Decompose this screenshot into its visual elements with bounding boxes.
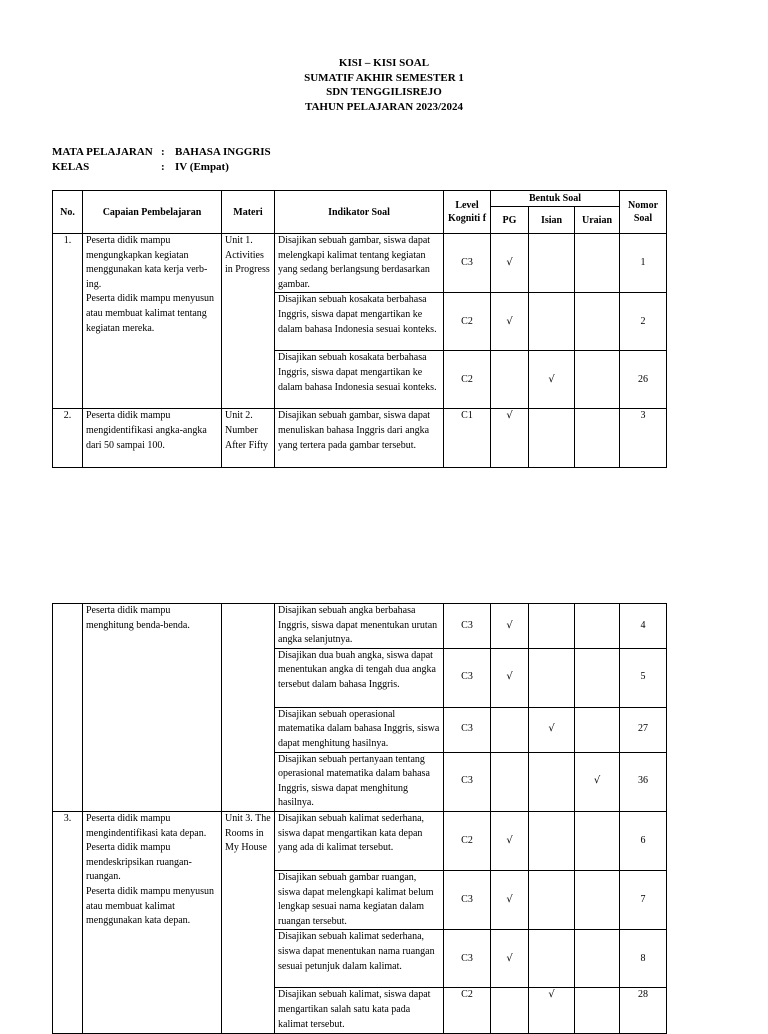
capaian-cell: Peserta didik mampu mengungkapkan kegiatan menggunakan kata kerja verb-ing. Peserta didik mampu menyusun atau membuat kalimat tentang kegiatan mereka. (83, 234, 222, 409)
level-cell: C2 (444, 988, 491, 1034)
uraian-check (575, 870, 620, 929)
col-header-materi: Materi (222, 191, 275, 234)
nomor-cell: 7 (620, 870, 667, 929)
subject-value: BAHASA INGGRIS (175, 146, 271, 158)
row-number: 1. (53, 234, 83, 409)
isian-check (529, 870, 575, 929)
isian-check: √ (529, 707, 575, 752)
isian-check (529, 930, 575, 988)
isian-check (529, 811, 575, 870)
nomor-cell: 5 (620, 648, 667, 707)
level-cell: C3 (444, 648, 491, 707)
col-header-isian: Isian (529, 207, 575, 234)
pg-check: √ (491, 409, 529, 468)
document-subtitle: SUMATIF AKHIR SEMESTER 1 (304, 71, 464, 84)
level-cell: C2 (444, 293, 491, 351)
pg-check (491, 988, 529, 1034)
pg-check: √ (491, 811, 529, 870)
nomor-cell: 1 (620, 234, 667, 293)
nomor-cell: 3 (620, 409, 667, 468)
materi-cell (222, 604, 275, 812)
class-colon: : (161, 161, 165, 173)
indikator-cell: Disajikan sebuah kosakata berbahasa Inggris, siswa dapat mengartikan ke dalam bahasa Indonesia sesuai konteks. (275, 351, 444, 409)
nomor-cell: 36 (620, 752, 667, 811)
class-row (52, 160, 271, 175)
school-name: SDN TENGGILISREJO (326, 86, 442, 99)
col-header-nomor: Nomor Soal (620, 191, 667, 234)
pg-check: √ (491, 930, 529, 988)
indikator-cell: Disajikan sebuah pertanyaan tentang operasional matematika dalam bahasa Inggris, siswa dapat menghitung hasilnya. (275, 752, 444, 811)
indikator-cell: Disajikan sebuah kosakata berbahasa Inggris, siswa dapat mengartikan ke dalam bahasa Indonesia sesuai konteks. (275, 293, 444, 351)
materi-cell: Unit 2. Number After Fifty (222, 409, 275, 468)
uraian-check (575, 604, 620, 649)
pg-check (491, 351, 529, 409)
nomor-cell: 4 (620, 604, 667, 649)
indikator-cell: Disajikan dua buah angka, siswa dapat menentukan angka di tengah dua angka tersebut dalam bahasa Inggris. (275, 648, 444, 707)
col-header-capaian: Capaian Pembelajaran (83, 191, 222, 234)
uraian-check (575, 707, 620, 752)
class-value: IV (Empat) (175, 161, 229, 173)
level-cell: C3 (444, 752, 491, 811)
pg-check: √ (491, 648, 529, 707)
col-header-pg: PG (491, 207, 529, 234)
level-cell: C3 (444, 707, 491, 752)
nomor-cell: 28 (620, 988, 667, 1034)
pg-check (491, 707, 529, 752)
uraian-check: √ (575, 752, 620, 811)
subject-info (52, 145, 271, 175)
capaian-cell: Peserta didik mampu mengindentifikasi kata depan. Peserta didik mampu mendeskripsikan ruangan-ruangan. Peserta didik mampu menyusun atau membuat kalimat menggunakan kata depan. (83, 811, 222, 1033)
uraian-check (575, 409, 620, 468)
indikator-cell: Disajikan sebuah kalimat, siswa dapat mengartikan salah satu kata pada kalimat tersebut. (275, 988, 444, 1034)
level-cell: C3 (444, 870, 491, 929)
capaian-cell: Peserta didik mampu menghitung benda-benda. (83, 604, 222, 812)
level-cell: C3 (444, 604, 491, 649)
subject-colon: : (161, 146, 165, 158)
row-number (53, 604, 83, 812)
table-row (53, 234, 667, 293)
indikator-cell: Disajikan sebuah gambar, siswa dapat melengkapi kalimat tentang kegiatan yang sedang berlangsung berdasarkan gambar. (275, 234, 444, 293)
nomor-cell: 27 (620, 707, 667, 752)
indikator-cell: Disajikan sebuah angka berbahasa Inggris, siswa dapat menentukan urutan angka selanjutnya. (275, 604, 444, 649)
subject-label: MATA PELAJARAN (52, 146, 153, 158)
document-title: KISI – KISI SOAL (338, 57, 430, 69)
col-header-indikator: Indikator Soal (275, 191, 444, 234)
row-number: 2. (53, 409, 83, 468)
materi-cell: Unit 1. Activities in Progress (222, 234, 275, 409)
kisi-table-page-2 (52, 603, 667, 1034)
isian-check (529, 409, 575, 468)
capaian-cell: Peserta didik mampu mengidentifikasi angka-angka dari 50 sampai 100. (83, 409, 222, 468)
isian-check: √ (529, 988, 575, 1034)
level-cell: C2 (444, 811, 491, 870)
pg-check: √ (491, 293, 529, 351)
academic-year: TAHUN PELAJARAN 2023/2024 (304, 100, 464, 113)
col-header-level: Level Kogniti f (444, 191, 491, 234)
col-header-no: No. (53, 191, 83, 234)
col-header-uraian: Uraian (575, 207, 620, 234)
row-number: 3. (53, 811, 83, 1033)
uraian-check (575, 234, 620, 293)
uraian-check (575, 648, 620, 707)
table-row (53, 811, 667, 870)
table-row (53, 604, 667, 649)
uraian-check (575, 811, 620, 870)
indikator-cell: Disajikan sebuah kalimat sederhana, siswa dapat menentukan nama ruangan sesuai petunjuk dalam kalimat. (275, 930, 444, 988)
table-row (53, 409, 667, 468)
uraian-check (575, 988, 620, 1034)
uraian-check (575, 293, 620, 351)
level-cell: C3 (444, 930, 491, 988)
uraian-check (575, 930, 620, 988)
materi-cell: Unit 3. The Rooms in My House (222, 811, 275, 1033)
nomor-cell: 8 (620, 930, 667, 988)
pg-check: √ (491, 604, 529, 649)
subject-row (52, 145, 271, 160)
indikator-cell: Disajikan sebuah operasional matematika dalam bahasa Inggris, siswa dapat menghitung hasilnya. (275, 707, 444, 752)
level-cell: C2 (444, 351, 491, 409)
document-header (0, 56, 768, 114)
isian-check: √ (529, 351, 575, 409)
indikator-cell: Disajikan sebuah gambar ruangan, siswa dapat melengkapi kalimat belum lengkap sesuai nama kegiatan dalam ruangan tersebut. (275, 870, 444, 929)
level-cell: C1 (444, 409, 491, 468)
isian-check (529, 648, 575, 707)
pg-check: √ (491, 870, 529, 929)
indikator-cell: Disajikan sebuah gambar, siswa dapat menuliskan bahasa Inggris dari angka yang tertera pada gambar tersebut. (275, 409, 444, 468)
class-label: KELAS (52, 161, 90, 173)
pg-check (491, 752, 529, 811)
col-header-bentuk: Bentuk Soal (491, 191, 620, 207)
uraian-check (575, 351, 620, 409)
isian-check (529, 293, 575, 351)
nomor-cell: 2 (620, 293, 667, 351)
isian-check (529, 604, 575, 649)
nomor-cell: 26 (620, 351, 667, 409)
kisi-table-page-1 (52, 190, 667, 468)
isian-check (529, 752, 575, 811)
pg-check: √ (491, 234, 529, 293)
isian-check (529, 234, 575, 293)
nomor-cell: 6 (620, 811, 667, 870)
level-cell: C3 (444, 234, 491, 293)
indikator-cell: Disajikan sebuah kalimat sederhana, siswa dapat mengartikan kata depan yang ada di kalimat tersebut. (275, 811, 444, 870)
